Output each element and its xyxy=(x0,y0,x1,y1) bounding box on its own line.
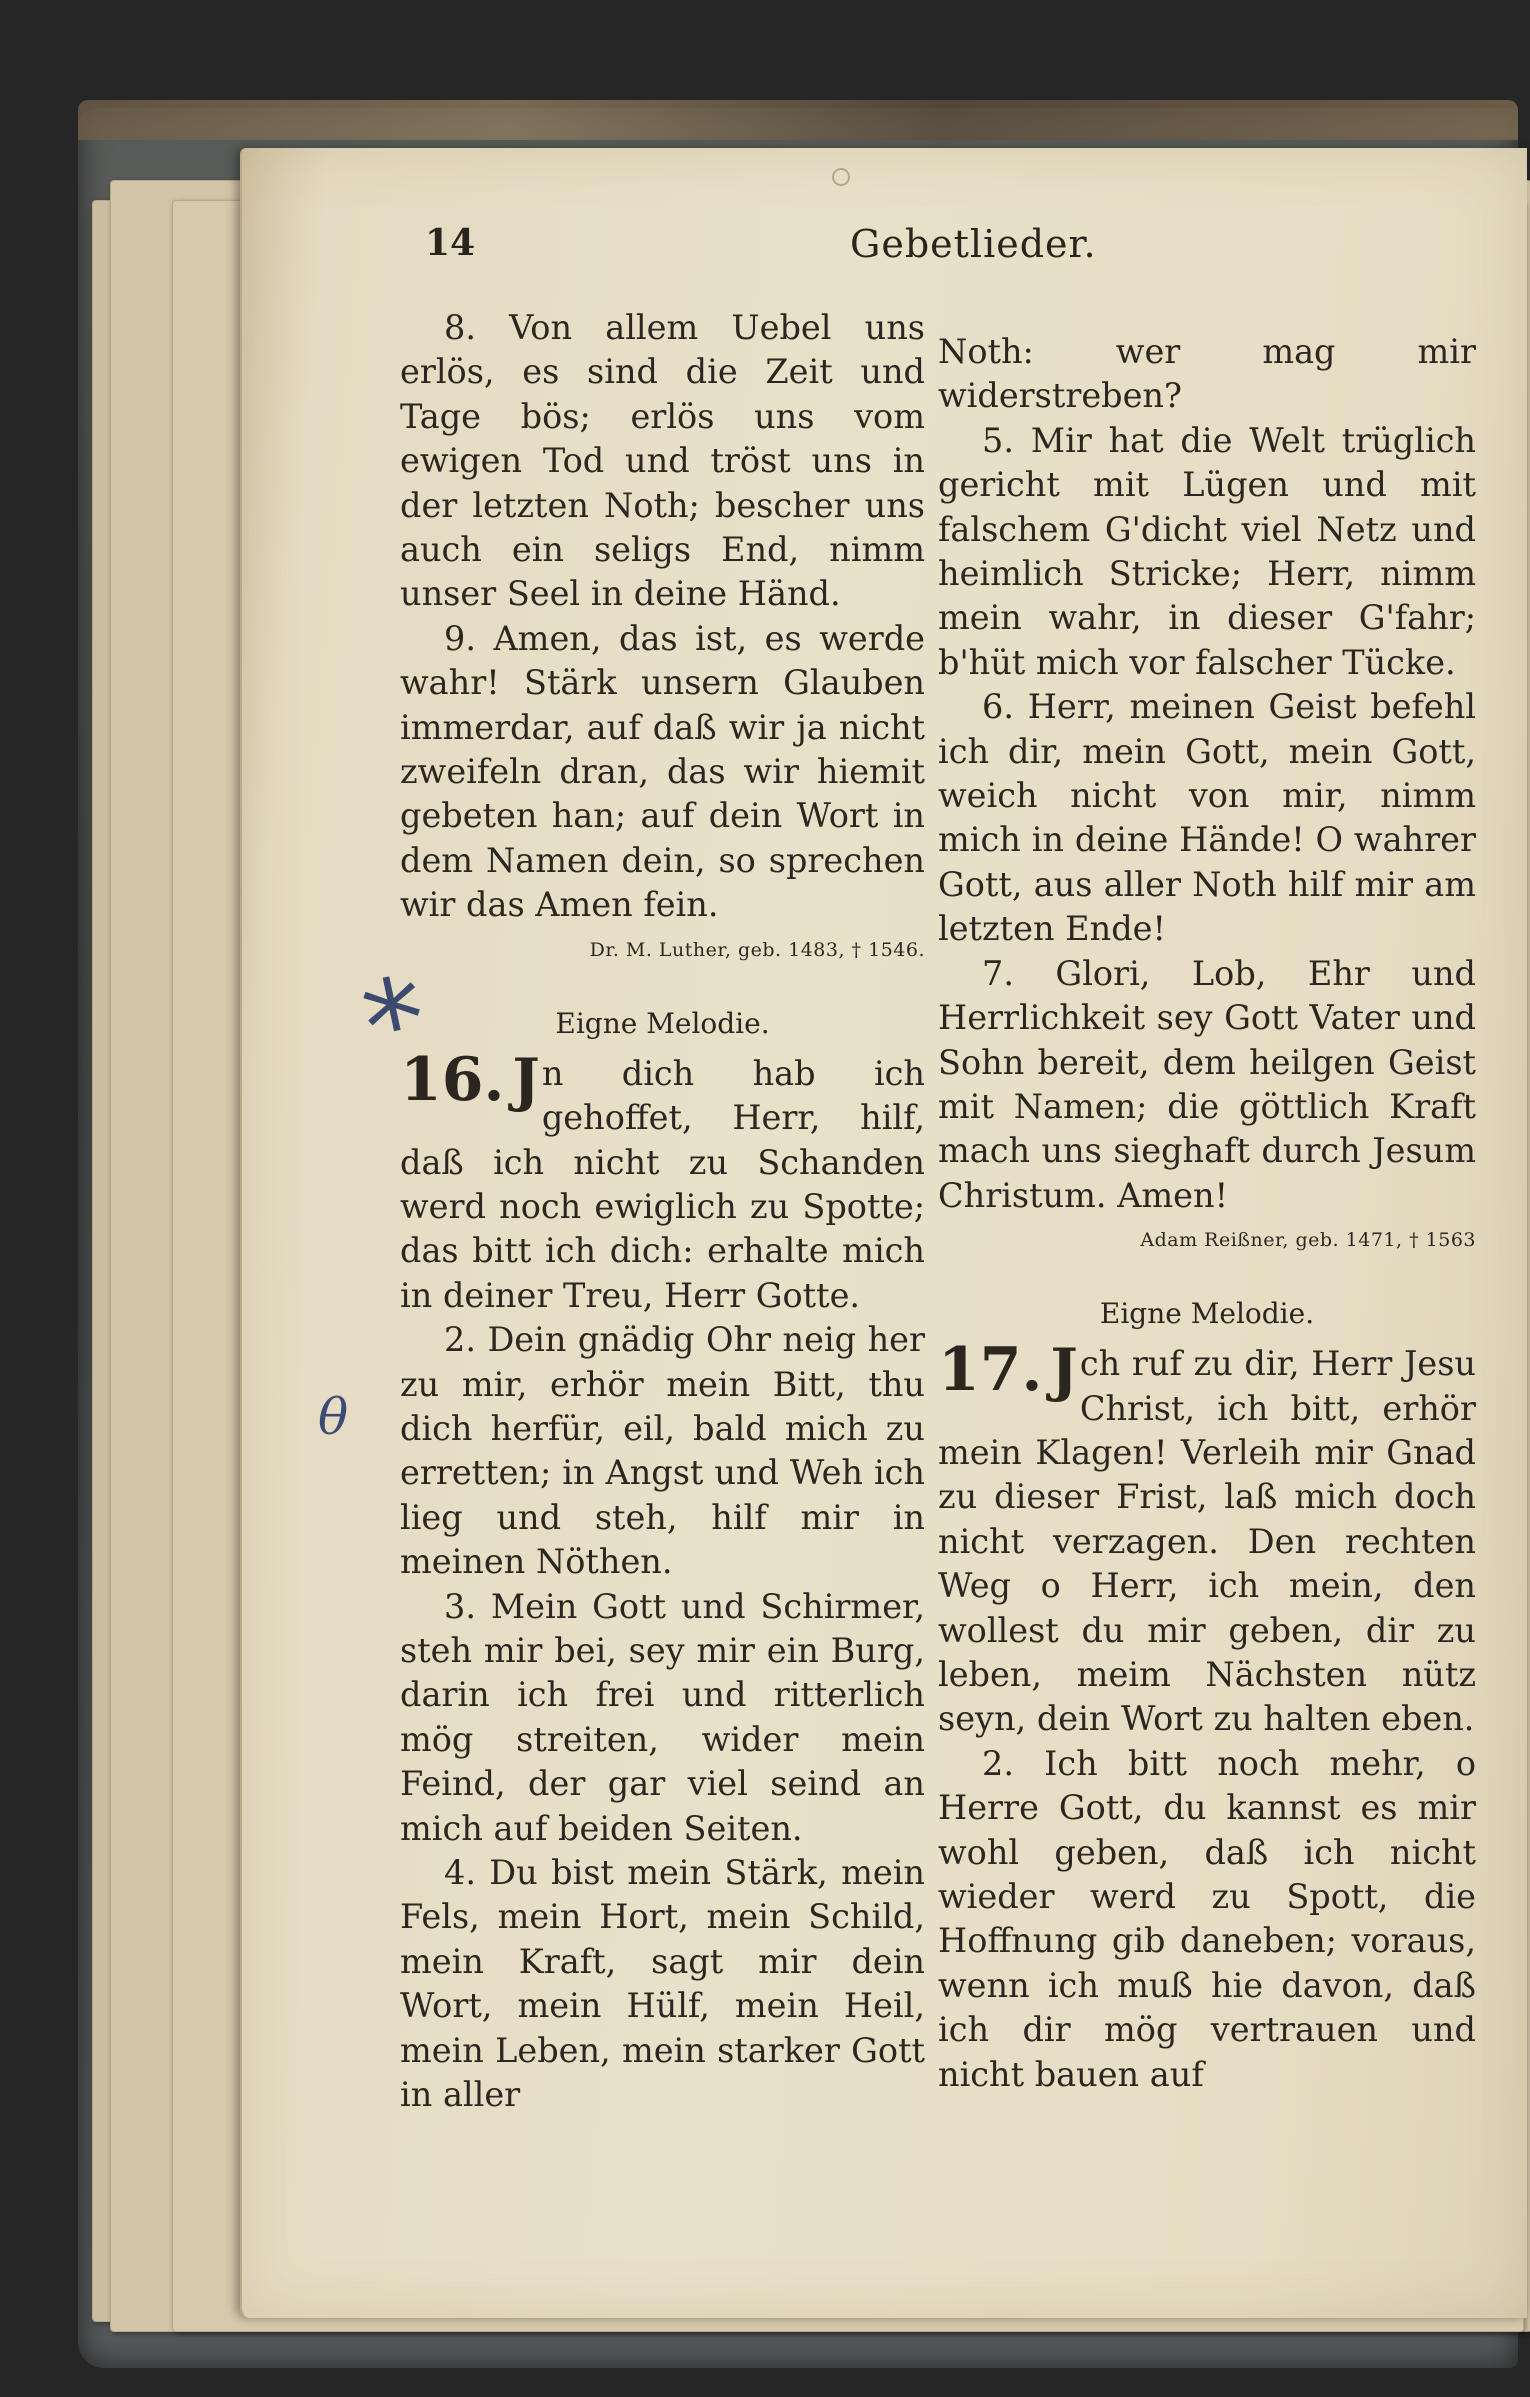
melody-note: Eigne Melodie. xyxy=(555,1006,770,1040)
hymn-16-first-verse xyxy=(400,1044,925,1318)
hymn-number: 17. xyxy=(938,1335,1043,1406)
author-attribution: Adam Reißner, geb. 1471, † 1563 xyxy=(1140,1229,1476,1252)
handwritten-margin-mark: θ xyxy=(318,1388,349,1446)
verse: 8. Von allem Uebel uns erlös, es sind die Zeit und Tage bös; erlös uns vom ewigen Tod und tröst uns in der letzten Noth; bescher uns auch ein seligs End, nimm unser Seel in deine Händ. xyxy=(400,308,925,614)
author-attribution: Dr. M. Luther, geb. 1483, † 1546. xyxy=(589,938,925,961)
drop-cap: J xyxy=(1050,1336,1078,1405)
paper-hole xyxy=(832,168,850,186)
page-number: 14 xyxy=(425,222,476,264)
hymn-number: 16. xyxy=(400,1044,505,1115)
drop-cap: J xyxy=(512,1045,540,1114)
verse: 3. Mein Gott und Schirmer, steh mir bei, sey mir ein Burg, darin ich frei und ritterlich mög streiten, wider mein Feind, der gar viel seind an mich auf beiden Seiten. xyxy=(400,1586,925,1848)
melody-note: Eigne Melodie. xyxy=(1099,1297,1315,1331)
verse: 9. Amen, das ist, es werde wahr! Stärk unsern Glauben immerdar, auf daß wir ja nicht zweifeln dran, das wir hiemit gebeten han; auf dein Wort in dem Namen dein, so sprechen wir das Amen fein. xyxy=(400,618,925,925)
verse: 2. Dein gnädig Ohr neig her zu mir, erhör mein Bitt, thu dich herfür, eil, bald mich zu erretten; in Angst und Weh ich lieg und steh, hilf mir in meinen Nöthen. xyxy=(400,1320,925,1582)
right-column xyxy=(938,330,1476,2097)
verse: 6. Herr, meinen Geist befehl ich dir, mein Gott, mein Gott, weich nicht von mir, nimm mich in deine Hände! O wahrer Gott, aus aller Noth hilf mir am letzten Ende! xyxy=(938,687,1476,949)
hymn-17-first-verse xyxy=(938,1335,1476,1742)
worn-cover-edge xyxy=(78,100,1518,140)
verse: 7. Glori, Lob, Ehr und Herrlichkeit sey Gott Vater und Sohn bereit, dem heilgen Geist mit Namen; die göttlich Kraft mach uns sieghaft durch Jesum Christum. Amen! xyxy=(938,953,1476,1215)
verse: 4. Du bist mein Stärk, mein Fels, mein Hort, mein Schild, mein Kraft, sagt mir dein Wort, mein Hülf, mein Heil, mein Leben, mein starker Gott in aller xyxy=(400,1853,925,2115)
verse-continuation: Noth: wer mag mir widerstreben? xyxy=(938,332,1476,416)
running-head: Gebetlieder. xyxy=(850,222,1097,266)
verse: 2. Ich bitt noch mehr, o Herre Gott, du kannst es mir wohl geben, daß ich nicht wieder werd zu Spott, die Hoffnung gib daneben; voraus, wenn ich muß hie davon, daß ich dir mög vertrauen und nicht bauen auf xyxy=(938,1743,1476,2094)
left-column xyxy=(400,306,925,2117)
verse: 5. Mir hat die Welt trüglich gericht mit Lügen und mit falschem G'dicht viel Netz und heimlich Stricke; Herr, nimm mein wahr, in dieser G'fahr; b'hüt mich vor falscher Tücke. xyxy=(938,420,1476,682)
verse-text: ch ruf zu dir, Herr Jesu Christ, ich bitt, erhör mein Klagen! Verleih mir Gnad zu dieser Frist, laß mich doch nicht verzagen. Den rechten Weg o Herr, ich mein, den wollest du mir geben, dir zu leben, meim Nächsten nütz seyn, dein Wort zu halten eben. xyxy=(938,1344,1476,1739)
handwritten-asterisk: * xyxy=(352,950,440,1099)
verse-text: n dich hab ich gehoffet, Herr, hilf, daß ich nicht zu Schanden werd noch ewiglich zu Spotte; das bitt ich dich: erhalte mich in deiner Treu, Herr Gotte. xyxy=(400,1053,925,1315)
